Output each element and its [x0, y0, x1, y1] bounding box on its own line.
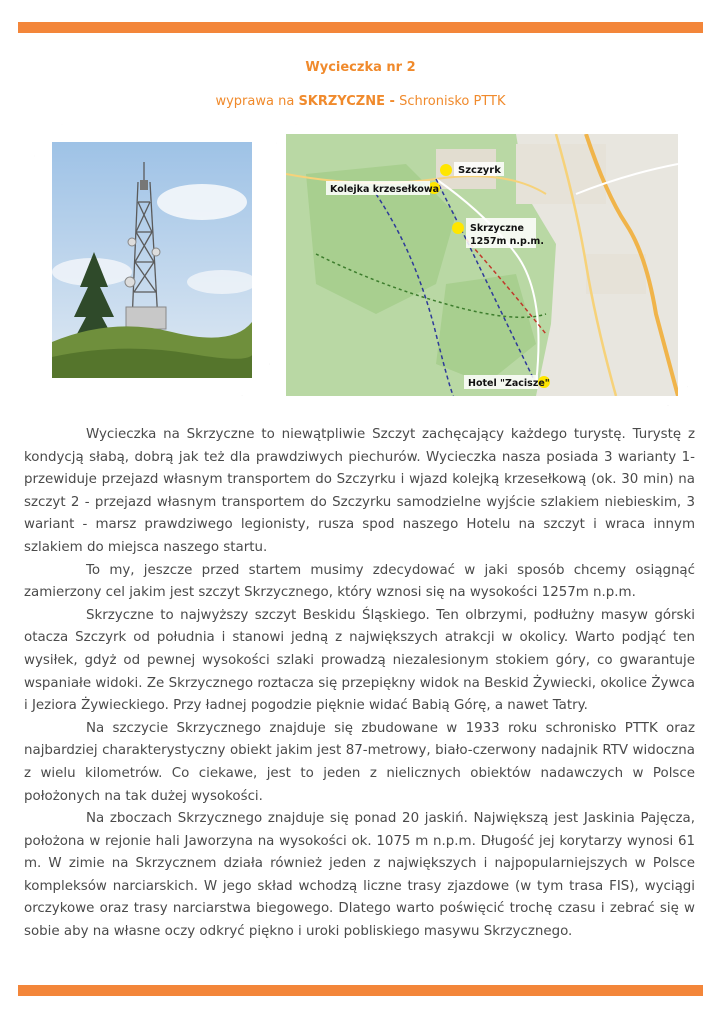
bottom-decorative-bar: [18, 985, 703, 996]
map-label-kolejka: Kolejka krzesełkowa: [330, 184, 440, 195]
skrzyczne-marker: [452, 222, 464, 234]
route-map-frame: [276, 124, 688, 406]
tower-photo-frame: [34, 124, 270, 396]
tower-photo: [52, 142, 252, 378]
map-label-skrzyczne-height: 1257m n.p.m.: [470, 236, 544, 247]
subtitle-prefix: wyprawa na: [215, 94, 295, 109]
paragraph: Skrzyczne to najwyższy szczyt Beskidu Śląskiego. Ten olbrzymi, podłużny masyw górski otacza Szczyrk od południa i stanowi jedną z największych atrakcji w okolicy. Warto podjąć ten wysiłek, gdyż od pewnej wysokości szlaki prowadzą niezalesionym stokiem góry, co gwarantuje wspaniałe widoki. Ze Skrzycznego roztacza się przepiękny widok na Beskid Żywiecki, okolice Żywca i Jeziora Żywieckiego. Przy ładnej pogodzie pięknie widać Babią Górę, a nawet Tatry.: [24, 607, 695, 714]
paragraph: Na zboczach Skrzycznego znajduje się ponad 20 jaskiń. Największą jest Jaskinia Pajęcza, położona w rejonie hali Jaworzyna na wysokości ok. 1075 m n.p.m. Długość jej korytarzy wynosi 61 m. W zimie na Skrzycznem działa również jeden z największych i najpopularniejszych w Polsce kompleksów narciarskich. W jego skład wchodzą liczne trasy zjazdowe (w tym trasa FIS), wyciągi orczykowe oraz trasy narciarstwa biegowego. Dlatego warto poświęcić trochę czasu i zebrać się w sobie aby na własne oczy odkryć piękno i uroki pobliskiego masywu Skrzycznego.: [24, 811, 695, 940]
paragraph: Wycieczka na Skrzyczne to niewątpliwie Szczyt zachęcający każdego turystę. Turystę z kondycją słabą, dobrą jak też dla prawdziwych piechurów. Wycieczka nasza posiada 3 warianty 1- przewiduje przejazd własnym transportem do Szczyrku i wjazd kolejką krzesełkową (ok. 30 min) na szczyt 2 - przejazd własnym transportem do Szczyrku samodzielne wyjście szlakiem niebieskim, 3 wariant - marsz prawdziwego legionisty, rusza spod naszego Hotelu na szczyt i wraca innym szlakiem do miejsca naszego startu.: [24, 427, 695, 555]
page-subtitle: [0, 94, 721, 109]
route-map: [286, 134, 678, 396]
top-decorative-bar: [18, 22, 703, 33]
subtitle-destination: SKRZYCZNE -: [298, 94, 395, 109]
article-body: [24, 424, 695, 944]
map-label-hotel: Hotel "Zacisze": [468, 378, 550, 389]
map-label-szczyrk: Szczyrk: [458, 165, 501, 176]
map-label-skrzyczne: Skrzyczne: [470, 223, 524, 234]
szczyrk-marker: [440, 164, 452, 176]
paragraph: Na szczycie Skrzycznego znajduje się zbudowane w 1933 roku schronisko PTTK oraz najbardziej charakterystyczny obiekt jakim jest 87-metrowy, biało-czerwony nadajnik RTV widoczna z wielu kilometrów. Co ciekawe, jest to jeden z nielicznych obiektów nadawczych w Polsce położonych na tak dużej wysokości.: [24, 720, 695, 804]
paragraph: To my, jeszcze przed startem musimy zdecydować w jaki sposób chcemy osiągnąć zamierzony cel jakim jest szczyt Skrzycznego, który wznosi się na wysokości 1257m n.p.m.: [24, 562, 695, 601]
subtitle-suffix: Schronisko PTTK: [399, 94, 506, 109]
page-title: Wycieczka nr 2: [305, 60, 416, 75]
